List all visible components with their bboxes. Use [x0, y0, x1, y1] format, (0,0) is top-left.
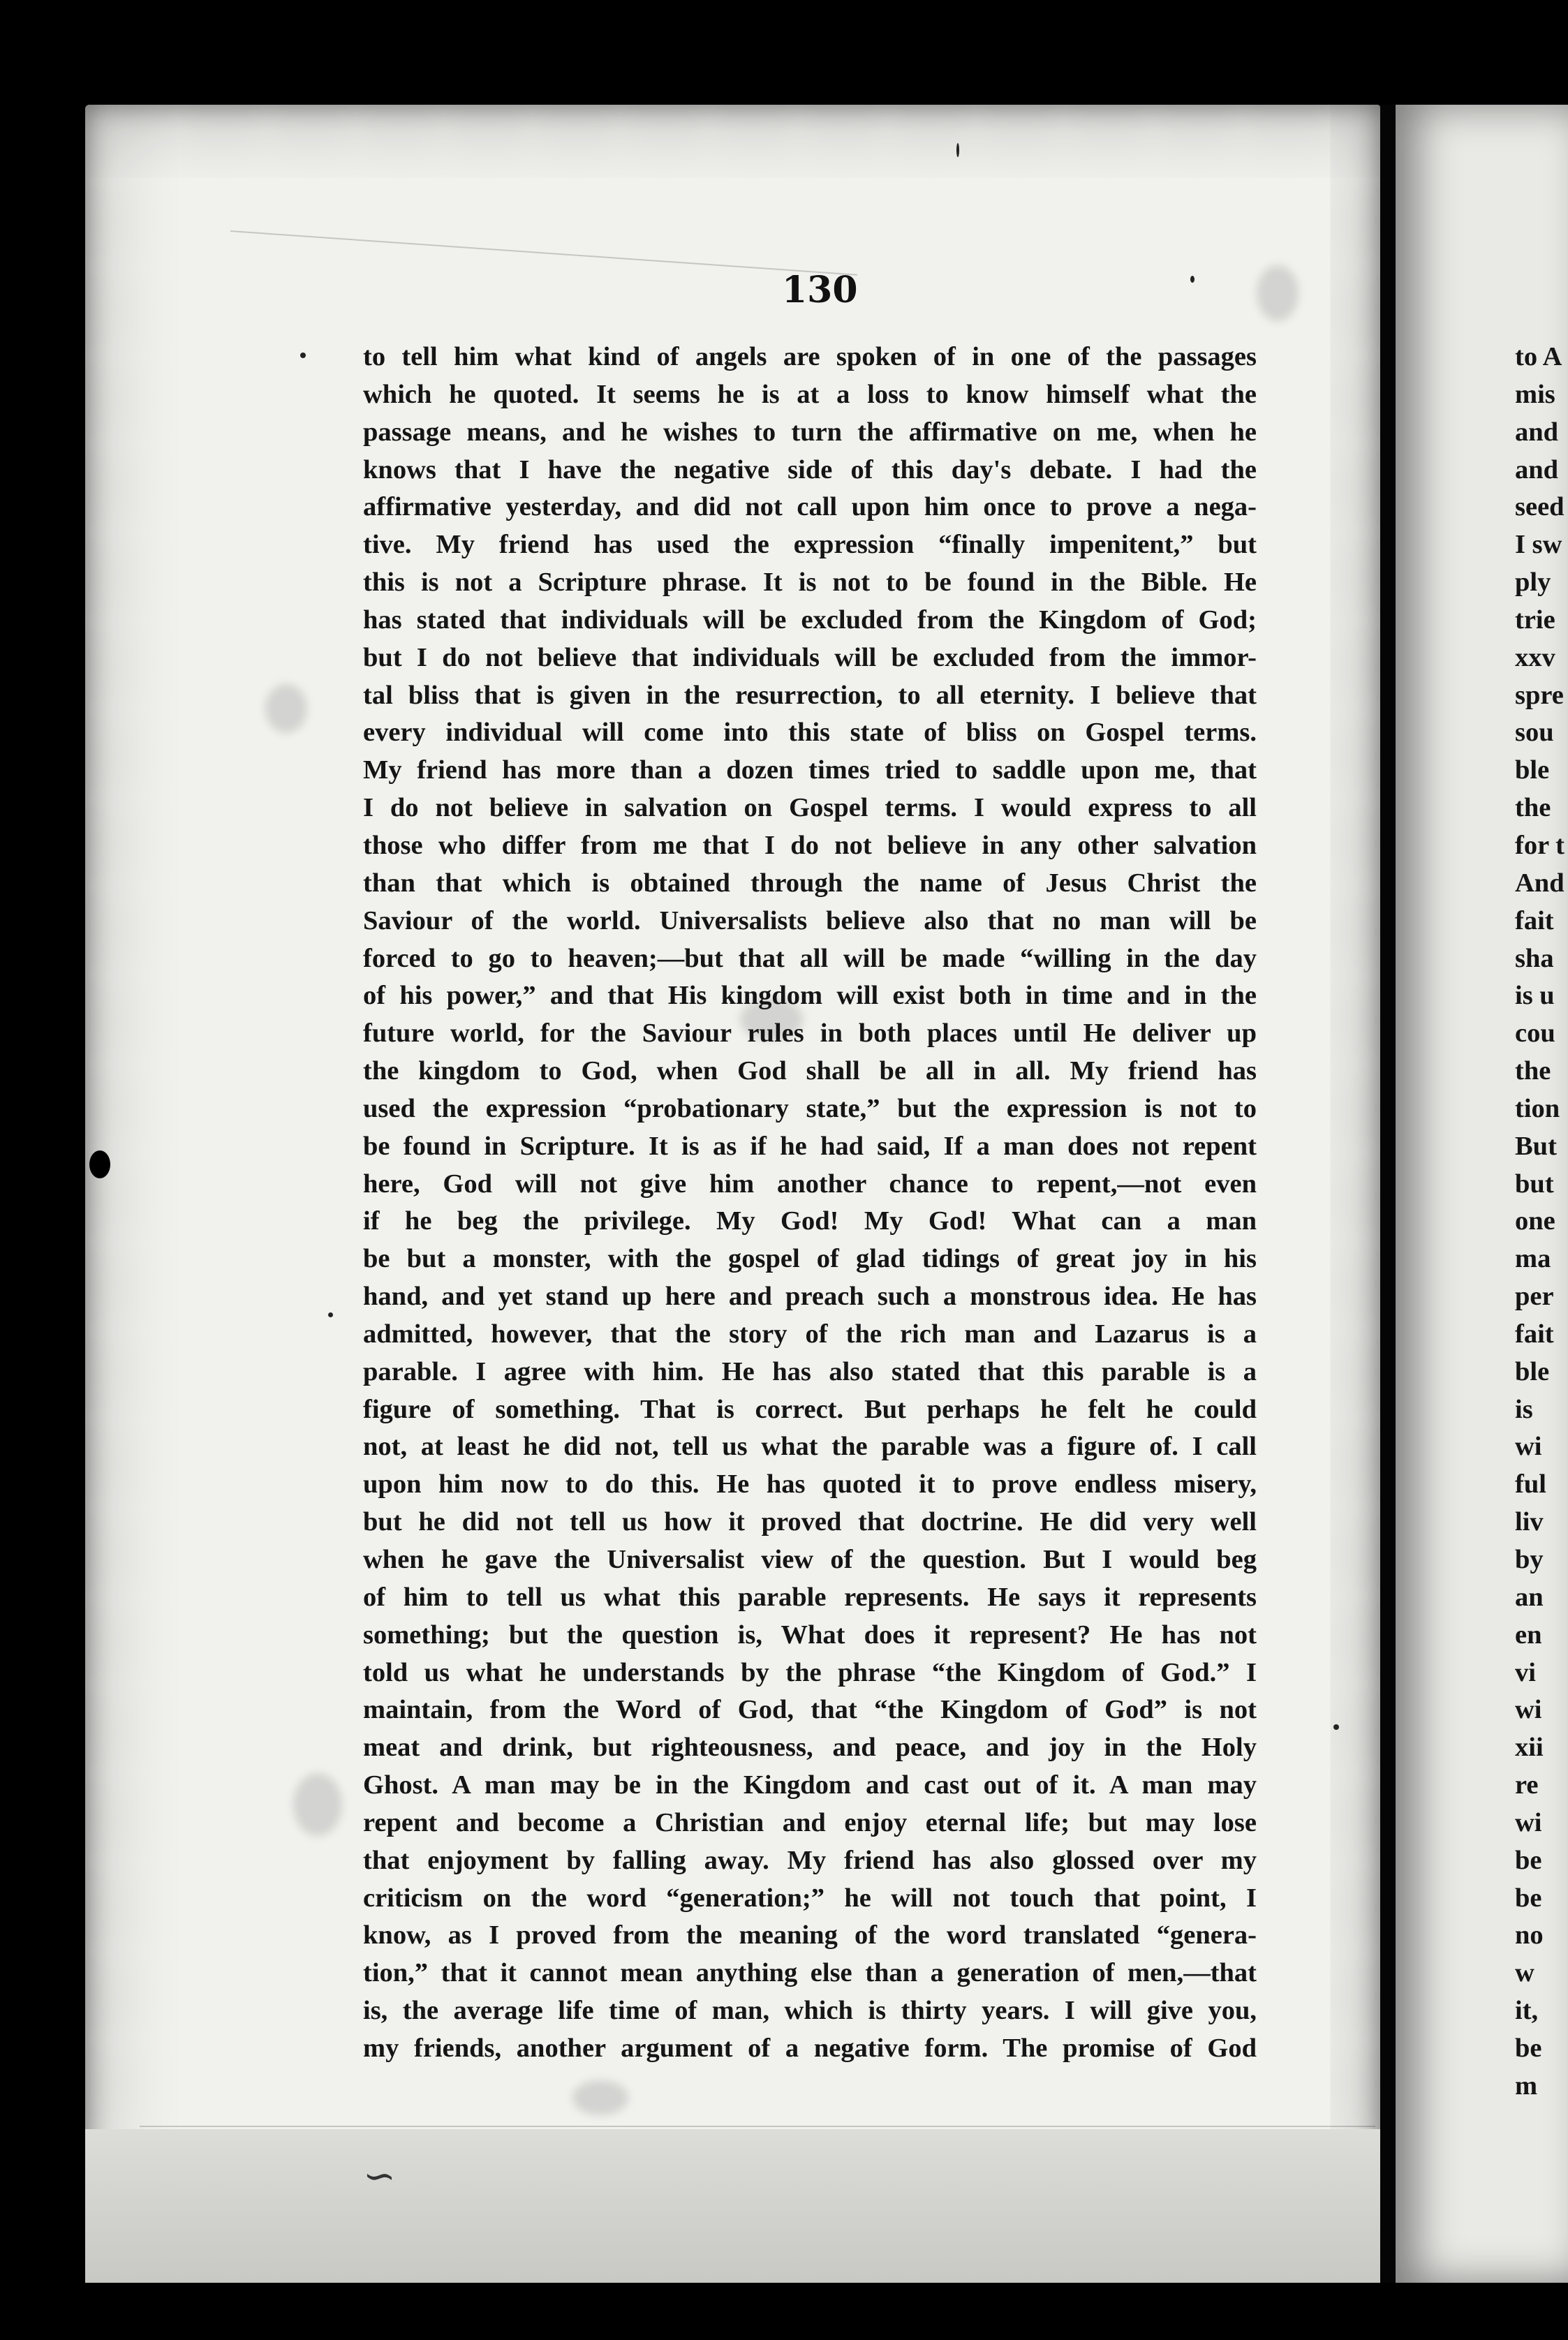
facing-page-fragment: ble: [1515, 1356, 1550, 1386]
text-line: my friends, another argument of a negative form. The promise of God: [363, 2033, 1257, 2063]
facing-page-fragment: cou: [1515, 1019, 1555, 1049]
facing-page-fragment: is: [1515, 1394, 1533, 1424]
text-line: if he beg the privilege. My God! My God! What can a man: [363, 1206, 1257, 1236]
text-line: every individual will come into this state of bliss on Gospel terms.: [363, 718, 1257, 748]
facing-page-fragment: wi: [1515, 1807, 1542, 1837]
facing-page-fragment: no: [1515, 1920, 1544, 1950]
text-line: forced to go to heaven;—but that all will be made “willing in the day: [363, 943, 1257, 973]
text-line: I do not believe in salvation on Gospel terms. I would express to all: [363, 793, 1257, 823]
facing-page-fragment: be: [1515, 1845, 1542, 1875]
binding-hole: [89, 1150, 110, 1178]
speck: [1333, 1724, 1339, 1730]
stain: [572, 2080, 628, 2115]
facing-page-fragment: it,: [1515, 1996, 1539, 2026]
text-line: upon him now to do this. He has quoted it to prove endless misery,: [363, 1469, 1257, 1499]
facing-page-fragment: And: [1515, 868, 1565, 898]
facing-page-fragment: the: [1515, 1056, 1551, 1086]
facing-page-fragment: be: [1515, 2033, 1542, 2063]
speck: [1190, 276, 1195, 283]
speck: [956, 143, 959, 157]
text-line: repent and become a Christian and enjoy eternal life; but may lose: [363, 1807, 1257, 1837]
facing-page-fragment: But: [1515, 1131, 1557, 1161]
facing-page-fragment: xii: [1515, 1733, 1544, 1763]
text-line: used the expression “probationary state,” but the expression is not to: [363, 1093, 1257, 1123]
facing-page-fragment: sha: [1515, 943, 1554, 973]
text-line: tive. My friend has used the expression “finally impenitent,” but: [363, 530, 1257, 560]
facing-page-fragment: and: [1515, 454, 1559, 484]
text-line: tal bliss that is given in the resurrection, to all eternity. I believe that: [363, 680, 1257, 710]
facing-page-fragment: liv: [1515, 1507, 1544, 1537]
facing-page-fragment: xxv: [1515, 642, 1555, 672]
text-line: be but a monster, with the gospel of glad tidings of great joy in his: [363, 1244, 1257, 1274]
facing-page-fragment: tion: [1515, 1093, 1560, 1123]
facing-page-fragment: vi: [1515, 1657, 1536, 1687]
text-line: Ghost. A man may be in the Kingdom and cast out of it. A man may: [363, 1770, 1257, 1800]
scratch-mark: [140, 2126, 1375, 2127]
page-bottom-margin: [85, 2129, 1380, 2283]
text-line: than that which is obtained through the name of Jesus Christ the: [363, 868, 1257, 898]
text-line: hand, and yet stand up here and preach such a monstrous idea. He has: [363, 1282, 1257, 1312]
facing-page-fragment: ble: [1515, 755, 1550, 785]
page-number: 130: [782, 269, 858, 311]
facing-page-fragment: but: [1515, 1169, 1554, 1199]
text-line: not, at least he did not, tell us what the parable was a figure of. I call: [363, 1432, 1257, 1462]
facing-page-fragment: fait: [1515, 1319, 1554, 1349]
facing-page-fragment: m: [1515, 2071, 1538, 2101]
text-line: figure of something. That is correct. But perhaps he felt he could: [363, 1394, 1257, 1424]
facing-page-fragment: wi: [1515, 1695, 1542, 1725]
text-line: knows that I have the negative side of this day's debate. I had the: [363, 454, 1257, 484]
text-line: told us what he understands by the phrase “the Kingdom of God.” I: [363, 1657, 1257, 1687]
text-line: criticism on the word “generation;” he will not touch that point, I: [363, 1883, 1257, 1913]
text-line: this is not a Scripture phrase. It is not to be found in the Bible. He: [363, 568, 1257, 598]
text-line: the kingdom to God, when God shall be all in all. My friend has: [363, 1056, 1257, 1086]
text-line: is, the average life time of man, which is thirty years. I will give you,: [363, 1996, 1257, 2026]
facing-page-fragment: w: [1515, 1958, 1534, 1988]
facing-page-fragment: I sw: [1515, 530, 1562, 560]
speck: [328, 1312, 333, 1317]
facing-page-fragment: to A: [1515, 342, 1562, 371]
facing-page-fragment: an: [1515, 1582, 1544, 1612]
pen-mark: ∽: [363, 2154, 396, 2199]
text-line: but I do not believe that individuals will be excluded from the immor-: [363, 642, 1257, 672]
facing-page-fragment: en: [1515, 1620, 1542, 1650]
text-line: that enjoyment by falling away. My friend has also glossed over my: [363, 1845, 1257, 1875]
text-line: parable. I agree with him. He has also stated that this parable is a: [363, 1356, 1257, 1386]
facing-page-fragment: spre: [1515, 680, 1564, 710]
facing-page-fragment: wi: [1515, 1432, 1542, 1462]
speck: [300, 353, 306, 358]
text-line: of him to tell us what this parable represents. He says it represents: [363, 1582, 1257, 1612]
facing-page-text: [1515, 339, 1568, 2105]
text-line: Saviour of the world. Universalists believe also that no man will be: [363, 905, 1257, 935]
facing-page-fragment: ply: [1515, 568, 1551, 598]
text-line: but he did not tell us how it proved that doctrine. He did very well: [363, 1507, 1257, 1537]
text-line: to tell him what kind of angels are spoken of in one of the passages: [363, 342, 1257, 371]
stain: [1257, 265, 1299, 321]
text-line: has stated that individuals will be excluded from the Kingdom of God;: [363, 605, 1257, 635]
text-line: affirmative yesterday, and did not call upon him once to prove a nega-: [363, 492, 1257, 522]
book-gutter: [1380, 105, 1396, 2283]
text-line: tion,” that it cannot mean anything else than a generation of men,—that: [363, 1958, 1257, 1988]
facing-page-fragment: ma: [1515, 1244, 1551, 1274]
text-line: be found in Scripture. It is as if he had said, If a man does not repent: [363, 1131, 1257, 1161]
facing-page-fragment: be: [1515, 1883, 1542, 1913]
text-line: My friend has more than a dozen times tried to saddle upon me, that: [363, 755, 1257, 785]
text-line: meat and drink, but righteousness, and peace, and joy in the Holy: [363, 1733, 1257, 1763]
facing-page-fragment: fait: [1515, 905, 1554, 935]
facing-page-fragment: mis: [1515, 379, 1555, 409]
text-line: of his power,” and that His kingdom will exist both in time and in the: [363, 981, 1257, 1011]
facing-page-fragment: seed: [1515, 492, 1565, 522]
facing-page-fragment: sou: [1515, 718, 1554, 748]
stain: [265, 684, 307, 733]
stain: [293, 1773, 342, 1836]
text-line: know, as I proved from the meaning of the word translated “genera-: [363, 1920, 1257, 1950]
facing-page-fragment: by: [1515, 1545, 1544, 1574]
text-line: future world, for the Saviour rules in both places until He deliver up: [363, 1019, 1257, 1049]
facing-page-fragment: ful: [1515, 1469, 1546, 1499]
facing-page-fragment: and: [1515, 417, 1559, 447]
facing-page-fragment: is u: [1515, 981, 1555, 1011]
facing-page-fragment: one: [1515, 1206, 1555, 1236]
facing-page-fragment: for t: [1515, 830, 1565, 860]
text-line: admitted, however, that the story of the rich man and Lazarus is a: [363, 1319, 1257, 1349]
text-line: here, God will not give him another chance to repent,—not even: [363, 1169, 1257, 1199]
body-text: [363, 339, 1257, 2068]
text-line: maintain, from the Word of God, that “the Kingdom of God” is not: [363, 1695, 1257, 1725]
text-line: those who differ from me that I do not believe in any other salvation: [363, 830, 1257, 860]
text-line: passage means, and he wishes to turn the affirmative on me, when he: [363, 417, 1257, 447]
facing-page-fragment: trie: [1515, 605, 1555, 635]
facing-page-fragment: per: [1515, 1282, 1554, 1312]
text-line: which he quoted. It seems he is at a loss to know himself what the: [363, 379, 1257, 409]
text-line: when he gave the Universalist view of the question. But I would beg: [363, 1545, 1257, 1574]
text-line: something; but the question is, What does it represent? He has not: [363, 1620, 1257, 1650]
facing-page-fragment: the: [1515, 793, 1551, 823]
facing-page-fragment: re: [1515, 1770, 1539, 1800]
